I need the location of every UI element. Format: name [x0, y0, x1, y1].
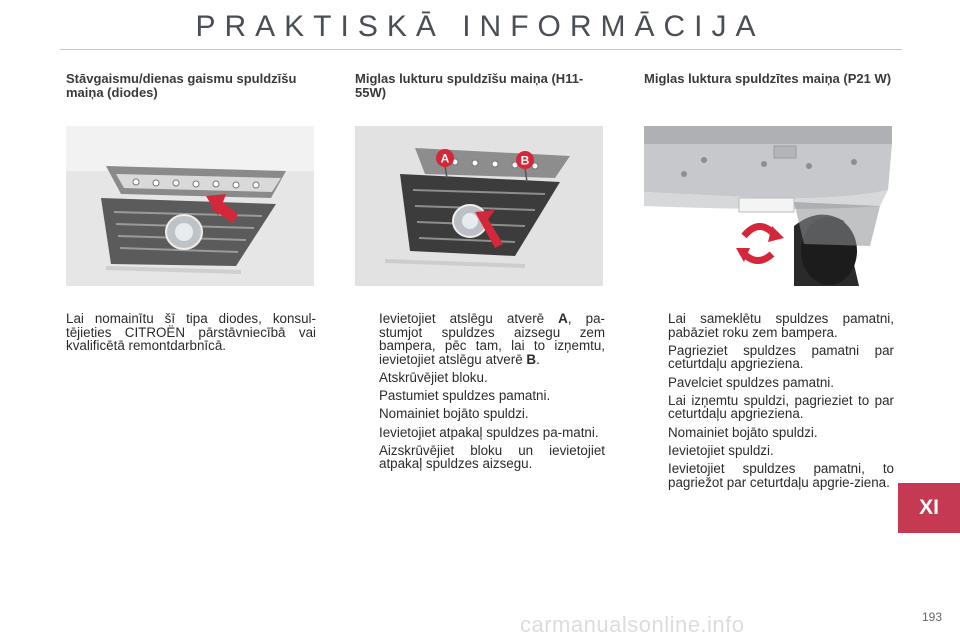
- title-divider: [60, 49, 902, 50]
- list-item: Pagrieziet spuldzes pamatni par ceturtdaļu apgrieziena.: [668, 342, 894, 372]
- page-number: 193: [921, 610, 942, 624]
- watermark: carmanualsonline.info: [520, 612, 745, 637]
- fog-lamp-illustration: [355, 126, 603, 286]
- column-fog-lamp-h11: [355, 71, 605, 472]
- steps-fog-h11: [355, 312, 605, 476]
- list-item: Ievietojiet atpakaļ spuldzes pa-matni.: [379, 424, 599, 440]
- list-item: Nomainiet bojāto spuldzi.: [668, 424, 818, 440]
- photo-rear-bumper: [644, 126, 892, 286]
- photo-front-led: [66, 126, 314, 286]
- paragraph-led: Lai nomainītu šī tipa diodes, konsul-tējieties CITROËN pārstāvniecībā vai kvalificētā remontdarbnīcā.: [66, 311, 316, 354]
- section-heading: Stāvgaismu/dienas gaismu spuldzīšu maiņa (diodes): [66, 71, 297, 100]
- column-fog-lamp-p21: [644, 71, 894, 490]
- list-item: Ievietojiet spuldzi.: [668, 442, 774, 458]
- list-item: Lai sameklētu spuldzes pamatni, pabāziet roku zem bampera.: [668, 311, 894, 340]
- section-heading: Miglas luktura spuldzītes maiņa (P21 W): [644, 71, 892, 86]
- column-led-lights: [66, 71, 316, 354]
- list-item: Aizskrūvējiet bloku un ievietojiet atpakaļ spuldzes aizsegu.: [379, 442, 605, 472]
- list-item: Lai izņemtu spuldzi, pagrieziet to par ceturtdaļu apgrieziena.: [668, 392, 894, 422]
- list-item: Atskrūvējiet bloku.: [379, 369, 488, 385]
- photo-fog-lamp: [355, 126, 603, 286]
- list-item: Ievietojiet atslēgu atverē A, pa-stumjot spuldzes aizsegu zem bampera, pēc tam, lai to izņemtu, ievietojiet atslēgu atverē B.: [379, 311, 605, 367]
- list-item: Pavelciet spuldzes pamatni.: [668, 374, 834, 390]
- steps-fog-p21: [644, 312, 894, 494]
- rear-bumper-illustration: [644, 126, 892, 286]
- page-title: PRAKTISKĀ INFORMĀCIJA: [195, 10, 765, 43]
- front-bumper-led-illustration: [66, 126, 314, 286]
- label-b: B: [520, 153, 530, 168]
- list-item: Ievietojiet spuldzes pamatni, to pagriežot par ceturtdaļu apgrie-ziena.: [668, 460, 894, 490]
- list-item: Pastumiet spuldzes pamatni.: [379, 388, 551, 404]
- section-tab[interactable]: XI: [898, 483, 960, 533]
- section-heading: Miglas lukturu spuldzīšu maiņa (H11-55W): [355, 71, 584, 100]
- list-item: Nomainiet bojāto spuldzi.: [379, 406, 529, 422]
- label-a: A: [440, 151, 450, 166]
